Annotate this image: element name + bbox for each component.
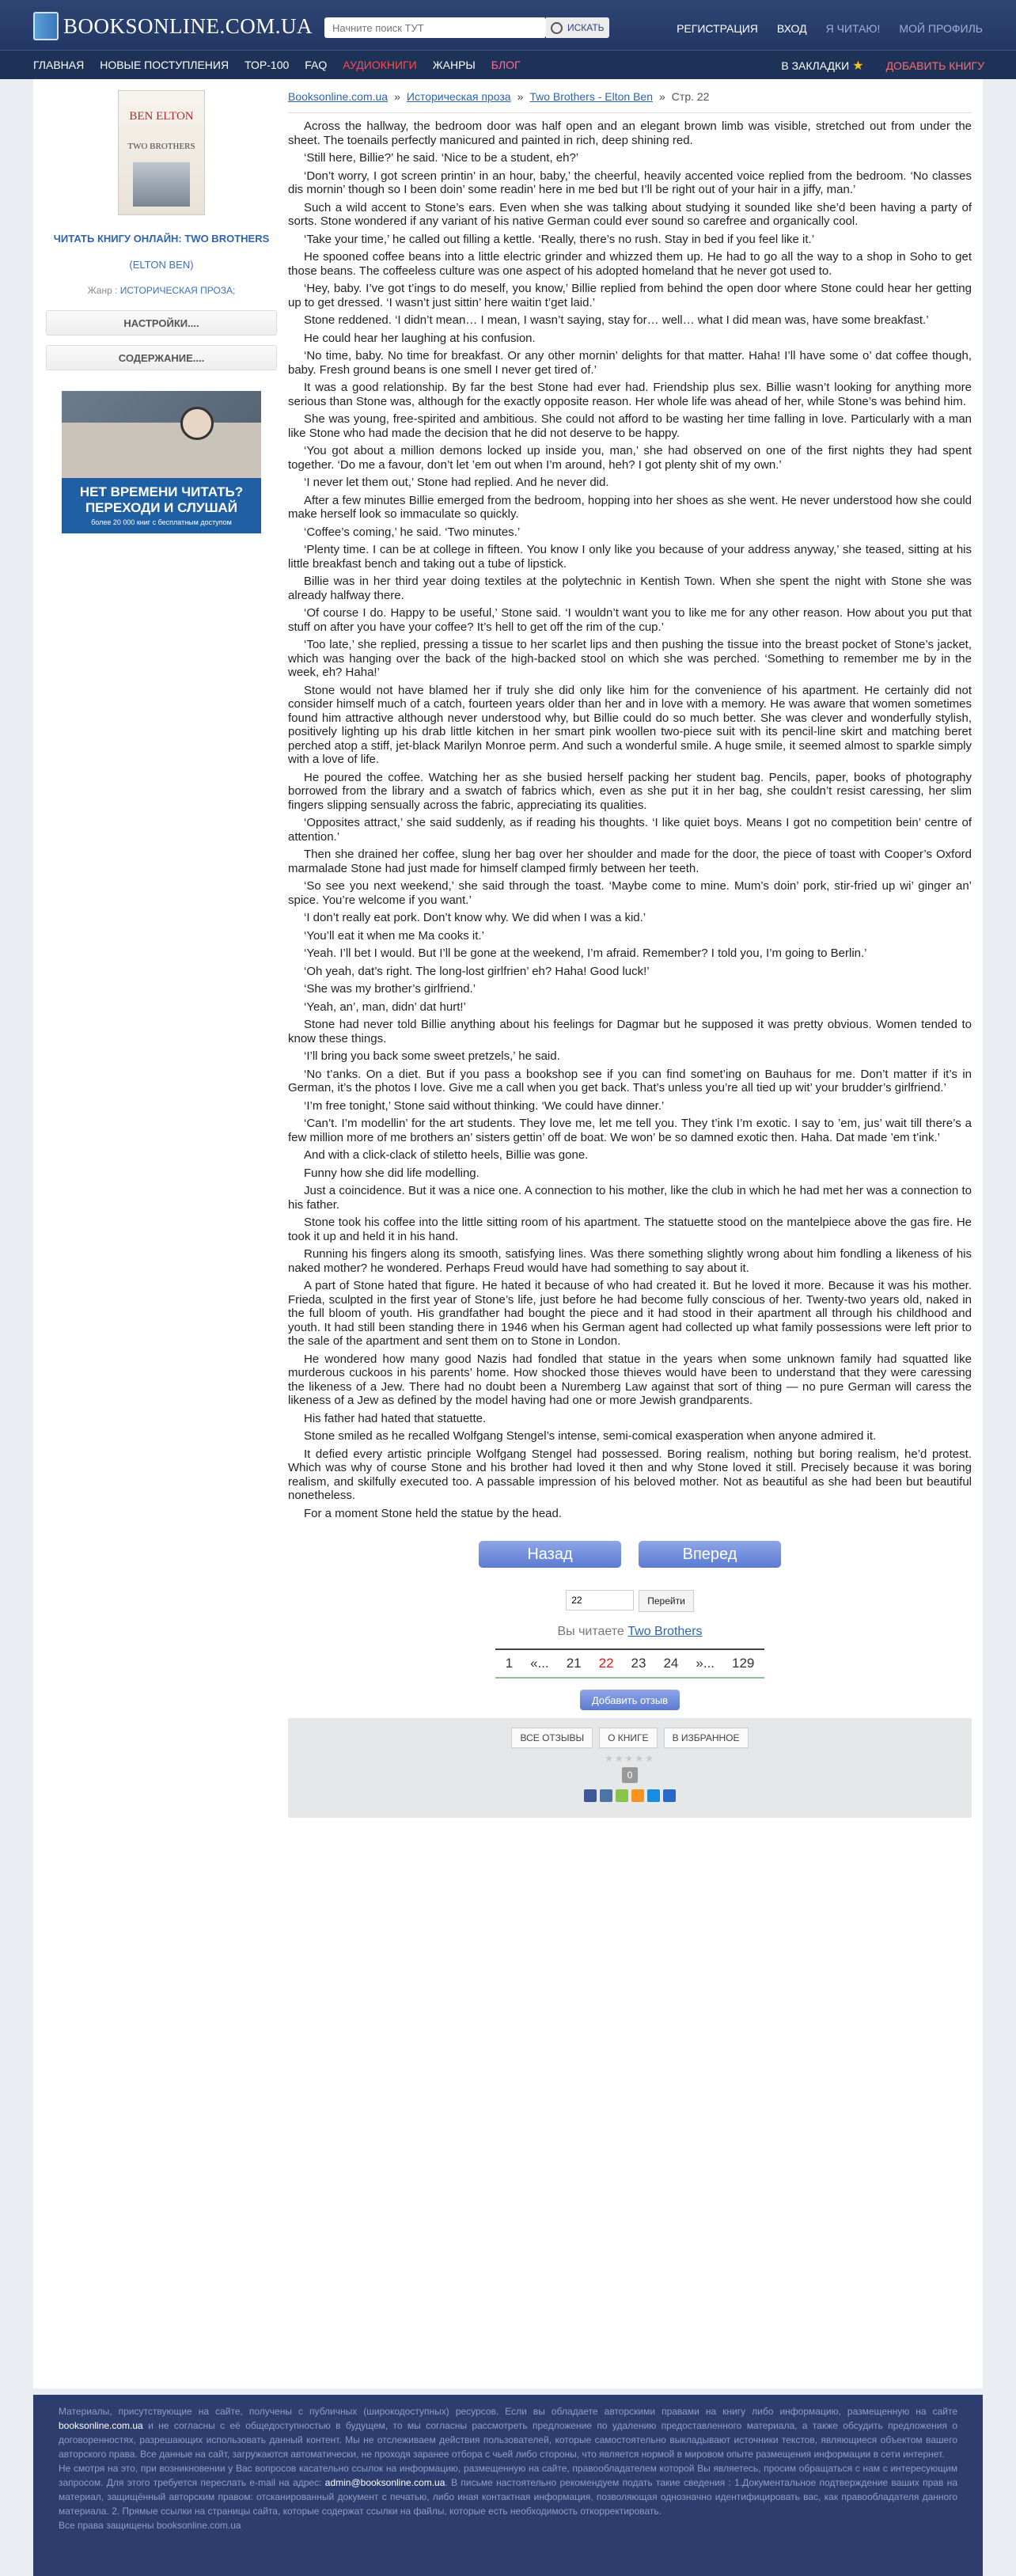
book-paragraph: He could hear her laughing at his confusion. <box>304 331 536 345</box>
profile-link[interactable]: МОЙ ПРОФИЛЬ <box>899 22 983 35</box>
book-paragraph: Billie was in her third year doing textiles at the polytechnic in Kentish Town. When she spent the night with Stone she was already halfway there. <box>288 575 972 602</box>
footer-text: Не смотря на это, при возникновении у Вас вопросов касательно ссылок на информацию, размещенную на сайте, правообладателем которой Вы являетесь, просим обращаться с нам с интересующим запросом. Для этого требуется переслать e-mail на адрес: <box>59 2463 957 2488</box>
ad-band <box>62 478 261 533</box>
book-paragraph: ‘Still here, Billie?’ he said. ‘Nice to be a student, eh?’ <box>304 151 579 165</box>
top-bar <box>0 0 1016 50</box>
book-paragraph: Running his fingers along its smooth, satisfying lines. Was there something slightly wrong about him fondling a likeness of his naked mother? he wondered. Perhaps Freud would have had something to say about it. <box>288 1247 972 1275</box>
search-button-label: ИСКАТЬ <box>567 22 605 33</box>
cover-author: BEN ELTON <box>129 110 194 123</box>
footer-text: . В письме настоятельно рекомендуем подать такие сведения : 1.Документальное подтверждение ваших прав на материал, защищённый авторским правом: отсканированный документ с печатью, либо иная контактная информация, позволяющая однозначно идентифицировать вас, как правообладателя данного материала. 2. Прямые ссылки на страницы сайта, которые содержат ссылки на файлы, которые есть необходимость откорректировать. <box>59 2477 957 2517</box>
book-paragraph: ‘Coffee’s coming,’ he said. ‘Two minutes.’ <box>304 525 521 539</box>
book-paragraph: It defied every artistic principle Wolfgang Stengel had possessed. Boring realism, nothing but boring realism, he’d protest. Which was why of course Stone and his brother had loved it then and why Stone loved it still. Precisely because it was boring realism, and skilfully executed too. A passable impression of his beloved mother. Not as beautiful as she had been but beautiful nonetheless. <box>288 1447 972 1502</box>
settings-button[interactable]: НАСТРОЙКИ.... <box>46 310 277 336</box>
sidebar <box>46 90 277 533</box>
book-paragraph: It was a good relationship. By far the best Stone had ever had. Friendship plus sex. Billie wasn’t looking for anything more serious than Stone was, although for the exactly opposite reason. Her whole life was ahead of her, while Stone’s was behind him. <box>288 381 972 408</box>
book-logo-icon <box>33 12 59 40</box>
book-paragraph: ‘So see you next weekend,’ she said through the toast. ‘Maybe come to mine. Mum’s doin’ pork, stir-fried up wi’ ginger an’ spice. You’re welcome if you want.’ <box>288 879 972 907</box>
breadcrumb-sep: » <box>394 90 400 103</box>
ad-line3: более 20 000 книг с бесплатным доступом <box>91 518 232 526</box>
odnoklassniki-icon[interactable] <box>631 1789 644 1802</box>
reading-now <box>288 1625 972 1639</box>
cover-title: TWO BROTHERS <box>127 142 195 151</box>
page-container <box>33 79 983 2388</box>
add-book-link[interactable]: ДОБАВИТЬ КНИГУ <box>885 59 984 72</box>
rating-stars-icon[interactable]: ★★★★★ <box>605 1753 655 1764</box>
book-paragraph: And with a click-clack of stiletto heels, Billie was gone. <box>304 1148 589 1162</box>
book-paragraph: He spooned coffee beans into a little electric grinder and whizzed them up. He had to go all the way to a shop in Soho to get those beans. The coffeeless culture was one aspect of his adopted homeland that he never got used to. <box>288 250 972 278</box>
book-paragraph: ‘I’ll bring you back some sweet pretzels,’ he said. <box>304 1049 560 1063</box>
book-paragraph: Stone took his coffee into the little sitting room of his apartment. The statuette stood on the mantelpiece above the gas fire. He took it up and held it in his hand. <box>288 1216 972 1243</box>
book-paragraph: ‘I never let them out,’ Stone had replied. And he never did. <box>304 476 609 489</box>
star-icon: ★ <box>852 59 864 73</box>
book-cover[interactable] <box>118 90 205 215</box>
footer-site-link[interactable]: booksonline.com.ua <box>59 2420 143 2431</box>
pager-buttons <box>288 1541 972 1568</box>
book-paragraph: ‘No t’anks. On a diet. But if you pass a bookshop see if you can find somet’ing on Bauhaus for me. Don’t matter if it’s in German, it’s the photos I love. Give me a call when you get back. That’s unless you’re all tied up wit’ your brudder’s girlfriend.’ <box>288 1067 972 1095</box>
book-paragraph: ‘Opposites attract,’ she said suddenly, as if reading his thoughts. ‘I like quiet boys. Means I got no competition bein’ centre of attention.’ <box>288 816 972 844</box>
reviews-panel <box>288 1718 972 1818</box>
nav-home[interactable]: ГЛАВНАЯ <box>33 59 85 71</box>
book-paragraph: ‘Of course I do. Happy to be useful,’ Stone said. ‘I wouldn’t want you to like me for any other reason. How about you put that stuff on after you have your coffee? It’s hell to get off the rim of the cup.’ <box>288 606 972 634</box>
account-links <box>677 22 983 35</box>
genre-link[interactable]: ИСТОРИЧЕСКАЯ ПРОЗА; <box>119 285 236 296</box>
search-input[interactable] <box>324 17 510 38</box>
tab-all-reviews[interactable]: ВСЕ ОТЗЫВЫ <box>511 1728 593 1748</box>
tab-about-book[interactable]: О КНИГЕ <box>599 1728 657 1748</box>
nav-new[interactable]: НОВЫЕ ПОСТУПЛЕНИЯ <box>100 59 229 71</box>
search-box <box>324 17 546 38</box>
review-tabs <box>288 1718 972 1748</box>
reading-link[interactable]: Я ЧИТАЮ! <box>825 22 881 35</box>
ad-line2: ПЕРЕХОДИ И СЛУШАЙ <box>85 500 238 515</box>
book-paragraph: Just a coincidence. But it was a nice one. A connection to his mother, like the club in which he had met her was a connection to his father. <box>288 1184 972 1212</box>
book-paragraph: Stone reddened. ‘I didn’t mean… I mean, I wasn’t saying, stay for… well… what I did mean was, have some breakfast.’ <box>304 313 929 327</box>
google-icon[interactable] <box>663 1789 676 1802</box>
read-online-title[interactable]: ЧИТАТЬ КНИГУ ОНЛАЙН: TWO BROTHERS <box>53 233 270 245</box>
book-paragraph: After a few minutes Billie emerged from the bedroom, hopping into her shoes as she went. He never understood how she could make herself look so immaculate so quickly. <box>288 493 972 521</box>
book-paragraph: ‘Plenty time. I can be at college in fifteen. You know I only like you because of your address anyway,’ she teased, sitting at his little breakfast bench and taking out a tube of lipstick. <box>288 543 972 571</box>
book-paragraph: ‘Yeah. I’ll bet I would. But I’ll be gone at the weekend, I’m afraid. Remember? I told you, I’m going to Berlin.’ <box>304 947 867 960</box>
goto-button[interactable]: Перейти <box>639 1590 694 1612</box>
footer-copyright: Все права защищены booksonline.com.ua <box>59 2520 241 2531</box>
footer-text: Материалы, присутствующие на сайте, получены с публичных (широкодоступных) ресурсов. Если вы обладаете авторскими правами на книгу либо информацию, размещенную на сайте <box>59 2406 957 2417</box>
bookmarks-label: В ЗАКЛАДКИ <box>781 59 850 72</box>
mailru-icon[interactable] <box>647 1789 660 1802</box>
author-link[interactable]: (ELTON BEN) <box>129 259 194 271</box>
nav-audiobooks[interactable]: АУДИОКНИГИ <box>343 59 417 71</box>
book-paragraph: ‘Oh yeah, dat’s right. The long-lost girlfrien’ eh? Haha! Good luck!’ <box>304 964 650 978</box>
nav-blog[interactable]: БЛОГ <box>491 59 521 71</box>
search-button[interactable] <box>546 17 609 38</box>
footer-notice <box>33 2395 983 2461</box>
facebook-icon[interactable] <box>584 1789 597 1802</box>
footer-email-link[interactable]: admin@booksonline.com.ua <box>324 2477 445 2488</box>
page-link[interactable]: »... <box>696 1656 715 1671</box>
logo-text: BOOKSONLINE.COM.UA <box>63 13 313 38</box>
footer <box>33 2395 983 2576</box>
breadcrumb-sep: » <box>659 90 665 103</box>
breadcrumb-page: Стр. 22 <box>671 90 710 103</box>
breadcrumb-home[interactable]: Booksonline.com.ua <box>288 90 389 103</box>
page-link[interactable]: 129 <box>732 1656 755 1671</box>
book-paragraph: ‘I’m free tonight,’ Stone said without thinking. ‘We could have dinner.’ <box>304 1098 665 1113</box>
add-review-button[interactable]: Добавить отзыв <box>580 1690 680 1710</box>
vk-icon[interactable] <box>600 1789 612 1802</box>
breadcrumb-sep: » <box>517 90 524 103</box>
book-paragraph: ‘You got about a million demons locked up inside you, man,’ she had observed on one of the first nights they had spent together. ‘Do me a favour, don’t let ’em out when I’m around, heh? I got plenty shit of my own.’ <box>288 444 972 472</box>
book-paragraph: He wondered how many good Nazis had fondled that statue in the years when some unknown family had squatted like murderous cuckoos in his parents’ home. How shocked those thieves would have been to understand that they were caressing the likeness of a Jew. There had no doubt been a Nuremberg Law against that sort of thing — no pure German will caress the likeness of a Jew as defined by the model having had one or more Jewish grandparents. <box>288 1352 972 1407</box>
book-paragraph: ‘Take your time,’ he called out filling a kettle. ‘Really, there’s no rush. Stay in bed if you feel like it.’ <box>304 232 815 246</box>
page-link[interactable]: 21 <box>566 1656 582 1671</box>
page-link[interactable]: «... <box>530 1656 549 1671</box>
footer-text: и не согласны с её общедоступностью в будущем, то мы согласны рассмотреть предложение по удалению предоставленного материала, а также обсудить предложения о договоренностях, разрешающих использовать данный контент. Мы не отслеживаем действия пользователей, которые самостоятельно выкладывают источники текстов, являющиеся объектом вашего авторского права. Все данные на сайт, загружаются автоматически, не проходя заранее отбора с чьей либо стороны, что является нормой в мировом опыте размещения информации в сети интернет. <box>59 2420 957 2460</box>
book-paragraph: ‘Can’t. I’m modellin’ for the art students. They love me, let me tell you. They t’ink I’m exotic. I say to ’em, jus’ wait till there’s a few million more of me brothers an’ sisters gettin’ off de boat. We won’ be so damned exotic then. Haha. Dat made ’em t’ink.’ <box>288 1117 972 1144</box>
book-text <box>288 120 972 1520</box>
book-paragraph: Stone had never told Billie anything about his feelings for Dagmar but he supposed it was pretty obvious. Women tended to know these things. <box>288 1018 972 1045</box>
share-icons <box>288 1789 972 1802</box>
bookmarks-link[interactable] <box>781 58 863 74</box>
page-link[interactable]: 1 <box>505 1656 514 1671</box>
reading-prefix: Вы читаете <box>557 1625 624 1638</box>
contents-button[interactable]: СОДЕРЖАНИЕ.... <box>46 345 277 370</box>
page-link[interactable]: 23 <box>631 1656 646 1671</box>
tab-favorites[interactable]: В ИЗБРАННОЕ <box>664 1728 749 1748</box>
page-link[interactable]: 24 <box>663 1656 679 1671</box>
book-paragraph: ‘Yeah, an’, man, didn’ dat hurt!’ <box>304 1000 466 1014</box>
book-paragraph: A part of Stone hated that figure. He hated it because of who had created it. But he loved it more. Because it was his mother. Frieda, sculpted in the first year of Stone’s life, just before he had become fully conscious of her. Twenty-two years old, naked in the full bloom of youth. His grandfather had bought the piece and it had stood in their apartment all through his childhood and youth. It had still been standing there in 1946 when his German agent had collected up what family possessions were left prior to the sale of the apartment and sent them on to Stone in London. <box>288 1279 972 1348</box>
search-icon <box>551 22 563 34</box>
book-paragraph: Stone smiled as he recalled Wolfgang Stengel’s intense, semi-comical exasperation when anyone admired it. <box>304 1429 877 1443</box>
book-paragraph: ‘Hey, baby. I’ve got t’ings to do meself, you know,’ Billie replied from behind the open door where Stone could hear her getting up to get dressed. ‘I wasn’t just sittin’ here waitin t’get laid.’ <box>288 282 972 309</box>
breadcrumb <box>288 90 972 113</box>
book-paragraph: Such a wild accent to Stone’s ears. Even when she was talking about studying it sounded like she’d been having a party of sorts. Stone wondered if any variant of his native German could ever sound so carefree and organically cool. <box>288 200 972 228</box>
login-link[interactable]: ВХОД <box>776 22 807 35</box>
site-logo[interactable] <box>33 13 313 40</box>
next-page-button[interactable]: Вперед <box>639 1541 781 1568</box>
main-nav <box>0 50 1016 79</box>
book-paragraph: She was young, free-spirited and ambitious. She could not afford to be wasting her time falling in love. Particularly with a man like Stone who had made the decision that he did not deserve to be happy. <box>288 412 972 440</box>
headphones-icon <box>180 407 214 440</box>
breadcrumb-genre[interactable]: Историческая проза <box>406 90 511 103</box>
book-paragraph: Funny how she did life modelling. <box>304 1166 480 1180</box>
footer-contact <box>33 2461 983 2518</box>
book-paragraph: Across the hallway, the bedroom door was half open and an elegant brown limb was visible, stretched out from under the sheet. The toenails perfectly manicured and painted in rich, deep shining red. <box>288 120 972 147</box>
nav-top100[interactable]: ТОР-100 <box>245 59 290 71</box>
nav-genres[interactable]: ЖАНРЫ <box>432 59 476 71</box>
book-paragraph: His father had hated that statuette. <box>304 1411 487 1425</box>
rating-count: 0 <box>622 1767 638 1783</box>
book-paragraph: ‘Don’t worry, I got screen printin’ in an hour, baby,’ the cheerful, heavily accented voice replied from the bedroom. ‘No classes dis mornin’ though so I been doin’ some readin’ here in me bed but I’ll be right out of your hair in a jiffy, man.’ <box>288 169 972 196</box>
pagination <box>495 1648 764 1679</box>
twitter-icon[interactable] <box>616 1789 628 1802</box>
goto-page <box>288 1590 972 1612</box>
book-paragraph: ‘She was my brother’s girlfriend.’ <box>304 982 476 996</box>
genre-label: Жанр : <box>87 285 118 296</box>
book-paragraph: ‘Too late,’ she replied, pressing a tissue to her scarlet lips and then pushing the tissue into the breast pocket of Stone’s jacket, which was hanging over the back of the high-backed stool on which she was perched. ‘Something to remember me by in the week, eh? Haha!’ <box>288 638 972 679</box>
book-paragraph: Stone would not have blamed her if truly she did only like him for the convenience of his apartment. He certainly did not consider himself much of a catch, fourteen years older than her and in love with a memory. He was aware that women sometimes found him attractive although never understood why, but Billie could do so much better. She was clever and wonderfully stylish, positively lighting up his drab little kitchen in her smart pink woollen two-piece suit with its pencil-line skirt and matching beret perched atop a stiff, jet-black Marilyn Monroe perm. And such a wonderful smile. A huge smile, it seemed almost to sparkle simply with a love of life. <box>288 683 972 766</box>
reading-book-link[interactable]: Two Brothers <box>627 1625 703 1638</box>
cover-image <box>133 162 190 207</box>
book-paragraph: For a moment Stone held the statue by the head. <box>304 1506 563 1520</box>
ad-sofa-image <box>62 423 261 478</box>
book-paragraph: ‘You’ll eat it when me Ma cooks it.’ <box>304 928 484 943</box>
nav-faq[interactable]: FAQ <box>305 59 328 71</box>
book-paragraph: Then she drained her coffee, slung her bag over her shoulder and made for the door, the piece of toast with Cooper’s Oxford marmalade Stone had just made for himself clamped firmly between her teeth. <box>288 848 972 875</box>
book-paragraph: He poured the coffee. Watching her as she busied herself packing her student bag. Pencils, paper, books of photography borrowed from the library and a swatch of fabrics which, even as she put it in her bag, she couldn’t resist caressing, her slim fingers slipping sensually across the fabric, appreciating its qualities. <box>288 770 972 812</box>
breadcrumb-book[interactable]: Two Brothers - Elton Ben <box>529 90 653 103</box>
prev-page-button[interactable]: Назад <box>479 1541 621 1568</box>
book-paragraph: ‘No time, baby. No time for breakfast. Or any other mornin’ delights for that matter. Haha! I’ll have some o’ dat coffee though, baby. Fresh ground beans is one smell I never get tired of.’ <box>288 349 972 377</box>
current-page: 22 <box>598 1656 614 1671</box>
genre-line <box>46 285 277 296</box>
page-number-input[interactable] <box>566 1590 634 1610</box>
book-paragraph: ‘I don’t really eat pork. Don’t know why. We did when I was a kid.’ <box>304 911 646 924</box>
register-link[interactable]: РЕГИСТРАЦИЯ <box>677 22 758 35</box>
audiobook-ad-banner[interactable] <box>62 391 261 533</box>
ad-line1: НЕТ ВРЕМЕНИ ЧИТАТЬ? <box>79 484 244 499</box>
reader-content <box>288 90 972 1818</box>
